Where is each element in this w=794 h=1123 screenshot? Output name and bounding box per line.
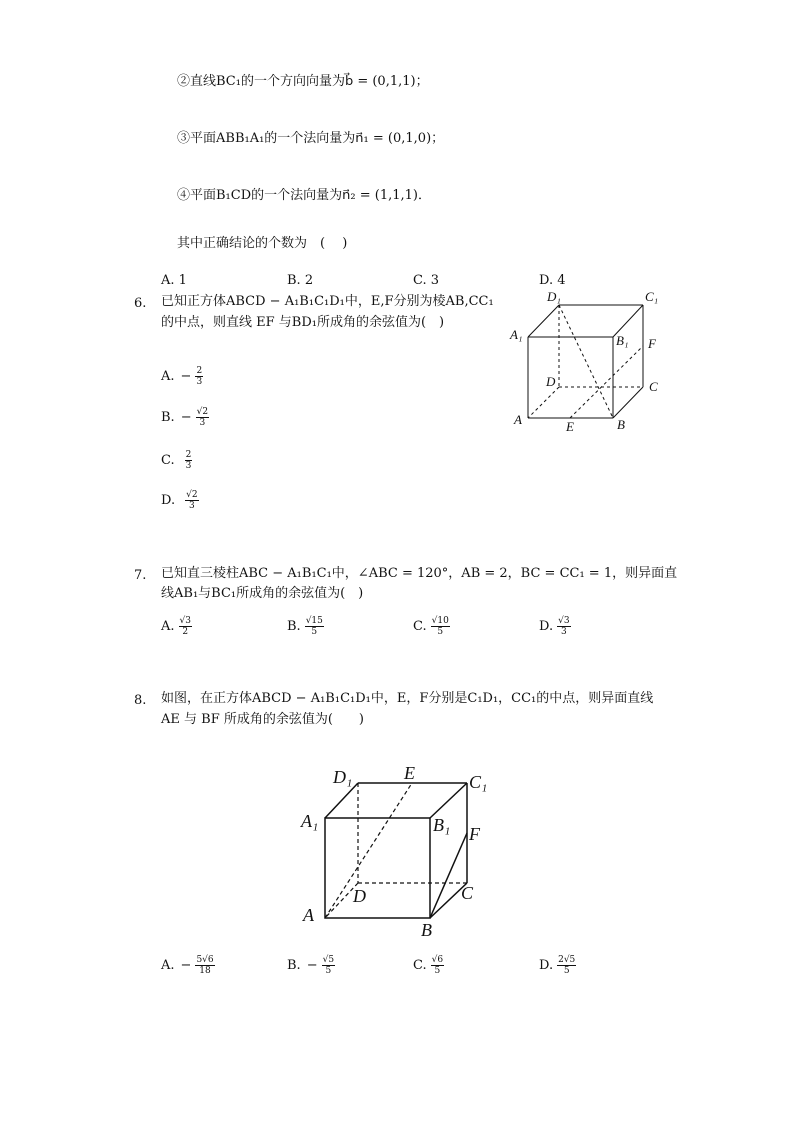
label-A1: A₁ (301, 811, 319, 831)
label-C1: C₁ (469, 772, 488, 792)
q8-option-c: C. $\frac{√6}{5}$ (413, 955, 444, 976)
q7-stem-line1: 已知直三棱柱ABC − A₁B₁C₁中，∠ABC = 120°，AB = 2，BC = CC₁ = 1，则异面直 (161, 566, 678, 581)
label-A: A (303, 905, 314, 925)
label-A: A (514, 412, 522, 427)
statement-3: ③平面ABB₁A₁的一个法向量为n⃗₁ = (0,1,0)； (177, 131, 445, 146)
label-F: F (648, 336, 656, 351)
label-A1: A₁ (510, 327, 523, 342)
q7-option-d: D. $\frac{√3}{3}$ (539, 616, 570, 637)
label-E: E (566, 419, 574, 434)
q6-stem-line2: 的中点，则直线 EF 与BD₁所成角的余弦值为( ) (161, 315, 445, 330)
statement-4: ④平面B₁CD的一个法向量为n⃗₂ = (1,1,1)． (177, 188, 431, 203)
q6-option-d: D. $\frac{√2}{3}$ (161, 490, 198, 511)
label-B1: B₁ (433, 815, 451, 835)
q7-option-a: A. $\frac{√3}{2}$ (161, 616, 191, 637)
q7-option-b: B. $\frac{√15}{5}$ (287, 616, 323, 637)
q8-cube-figure (295, 755, 505, 945)
q6-number: 6. (134, 296, 147, 311)
label-C1: C₁ (645, 289, 659, 304)
q8-stem-line2: AE 与 BF 所成角的余弦值为( ) (161, 712, 364, 727)
label-C: C (461, 883, 474, 903)
label-D: D (546, 374, 556, 389)
label-B: B (617, 417, 625, 432)
label-D: D (353, 886, 366, 906)
q5-option-c: C. 3 (413, 273, 440, 288)
label-D1: D₁ (333, 767, 353, 787)
q8-option-a: A. − $\frac{5√6}{18}$ (161, 955, 214, 976)
q5-option-d: D. 4 (539, 273, 566, 288)
label-E: E (404, 763, 415, 783)
q7-stem-line2: 线AB₁与BC₁所成角的余弦值为( ) (161, 586, 364, 601)
label-B: B (421, 920, 432, 940)
q6-stem-line1: 已知正方体ABCD − A₁B₁C₁D₁中，E,F分别为棱AB,CC₁ (161, 294, 494, 309)
q8-stem-line1: 如图，在正方体ABCD − A₁B₁C₁D₁中，E，F分别是C₁D₁，CC₁的中点，则异面直线 (161, 691, 654, 706)
q5-option-b: B. 2 (287, 273, 314, 288)
q6-cube-figure (505, 285, 675, 435)
q7-number: 7. (134, 568, 147, 583)
q8-option-d: D. $\frac{2√5}{5}$ (539, 955, 576, 976)
statement-2: ②直线BC₁的一个方向向量为b⃗ = (0,1,1)； (177, 74, 429, 89)
q5-option-a: A. 1 (161, 273, 187, 288)
q6-option-c: C. $\frac{2}{3}$ (161, 450, 192, 471)
label-D1: D₁ (547, 289, 561, 304)
label-C: C (649, 379, 658, 394)
q7-option-c: C. $\frac{√10}{5}$ (413, 616, 449, 637)
q8-number: 8. (134, 693, 147, 708)
label-B1: B₁ (616, 333, 629, 348)
q6-option-b: B. − $\frac{√2}{3}$ (161, 407, 209, 428)
label-F: F (469, 824, 480, 844)
q6-option-a: A. − $\frac{2}{3}$ (161, 366, 203, 387)
question-prompt: 其中正确结论的个数为 ( ) (177, 236, 348, 251)
q8-option-b: B. − $\frac{√5}{5}$ (287, 955, 335, 976)
